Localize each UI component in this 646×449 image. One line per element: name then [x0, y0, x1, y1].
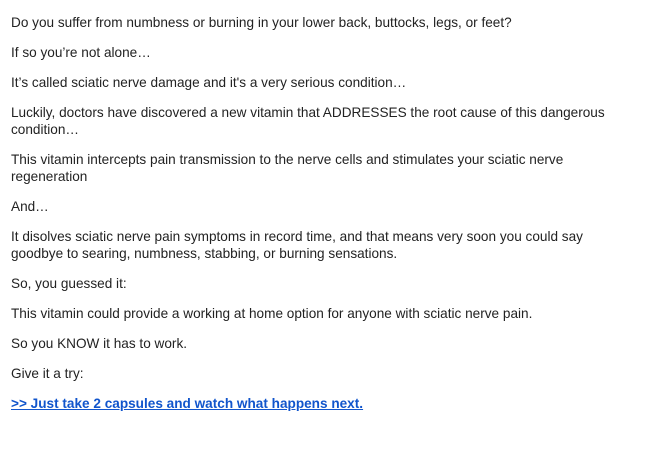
paragraph-guessed-it: So, you guessed it:: [11, 276, 127, 291]
cta-link[interactable]: >> Just take 2 capsules and watch what happens next.: [11, 396, 364, 411]
cta-paragraph: [11, 395, 630, 412]
paragraph-and: And…: [11, 199, 49, 214]
paragraph-not-alone: If so you’re not alone…: [11, 45, 151, 60]
paragraph-intro-question: Do you suffer from numbness or burning in your lower back, buttocks, legs, or feet?: [11, 15, 512, 30]
paragraph-work-at-home: This vitamin could provide a working at home option for anyone with sciatic nerve pain.: [11, 306, 533, 321]
paragraph-discovery: Luckily, doctors have discovered a new vitamin that ADDRESSES the root cause of this dangerous condition…: [11, 105, 605, 137]
paragraph-know-it-works: So you KNOW it has to work.: [11, 336, 188, 351]
paragraph-condition-name: It’s called sciatic nerve damage and it's a very serious condition…: [11, 75, 407, 90]
paragraph-benefits: It disolves sciatic nerve pain symptoms in record time, and that means very soon you could say goodbye to searing, numbness, stabbing, or burning sensations.: [11, 229, 583, 261]
paragraph-mechanism: This vitamin intercepts pain transmission to the nerve cells and stimulates your sciatic nerve regeneration: [11, 152, 564, 184]
paragraph-give-it-a-try: Give it a try:: [11, 366, 84, 381]
